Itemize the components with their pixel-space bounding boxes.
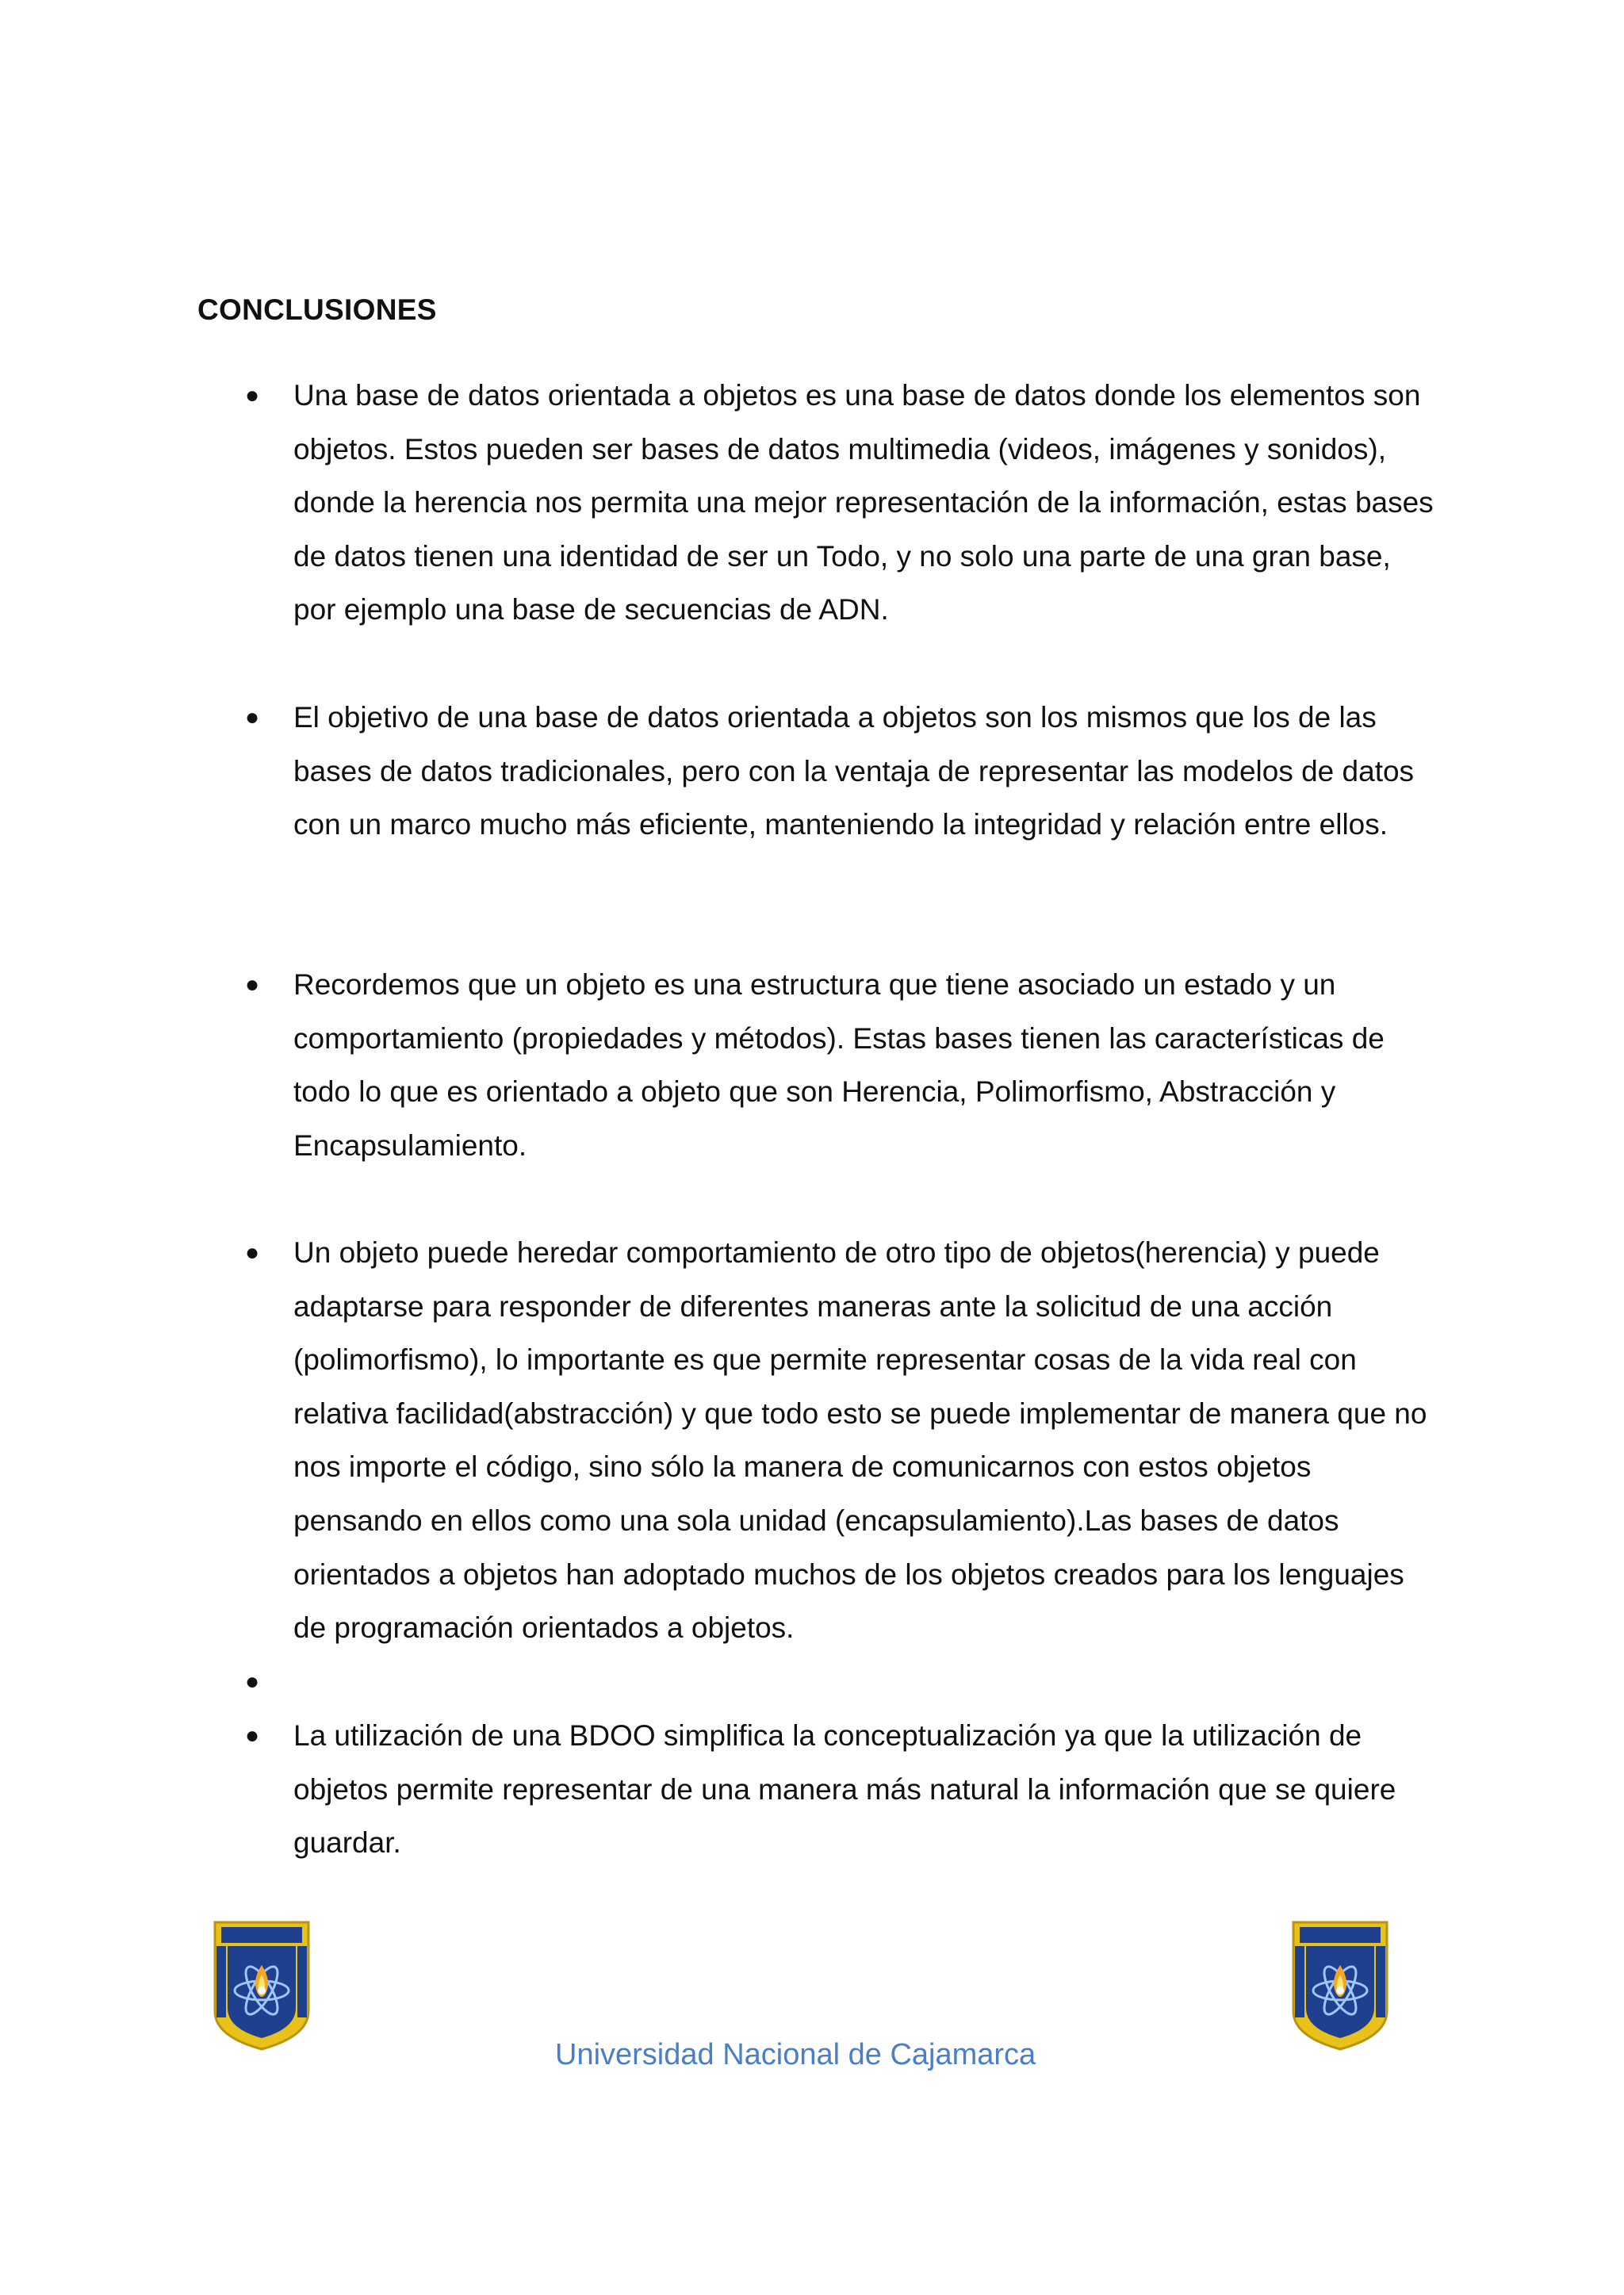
bullet-icon: ● xyxy=(245,1669,260,1695)
list-item xyxy=(245,691,1435,852)
list-item-text: El objetivo de una base de datos orientada a objetos son los mismos que los de las bases de datos tradicionales, pero con la ventaja de representar las modelos de datos con un marco mucho más eficiente, manteniendo la integridad y relación entre ellos. xyxy=(293,701,1415,841)
university-seal-right-icon xyxy=(1289,1918,1392,2052)
list-item xyxy=(245,369,1435,637)
list-item xyxy=(245,1226,1435,1655)
list-item-text: Recordemos que un objeto es una estructura que tiene asociado un estado y un comportamiento (propiedades y métodos). Estas bases tienen las características de todo lo que es orientado a objeto que son Herencia, Polimorfismo, Abstracción y Encapsulamiento. xyxy=(293,968,1385,1162)
university-name: Universidad Nacional de Cajamarca xyxy=(555,2038,1036,2071)
bullet-icon: ● xyxy=(245,971,260,998)
bullet-icon: ● xyxy=(245,704,260,730)
section-heading: CONCLUSIONES xyxy=(197,293,437,326)
list-item-text: Una base de datos orientada a objetos es una base de datos donde los elementos son objetos. Estos pueden ser bases de datos multimedia (videos, imágenes y sonidos), donde la herencia nos permita una mejor representación de la información, estas bases de datos tienen una identidad de ser un Todo, y no solo una parte de una gran base, por ejemplo una base de secuencias de ADN. xyxy=(293,379,1434,626)
list-item xyxy=(245,958,1435,1172)
list-item-text: Un objeto puede heredar comportamiento de otro tipo de objetos(herencia) y puede adaptarse para responder de diferentes maneras ante la solicitud de una acción (polimorfismo), lo importante es que permite representar cosas de la vida real con relativa facilidad(abstracción) y que todo esto se puede implementar de manera que no nos importe el código, sino sólo la manera de comunicarnos con estos objetos pensando en ellos como una sola unidad (encapsulamiento).Las bases de datos orientados a objetos han adoptado muchos de los objetos creados para los lenguajes de programación orientados a objetos. xyxy=(293,1236,1427,1645)
university-seal-left-icon xyxy=(210,1918,313,2052)
list-item-text: La utilización de una BDOO simplifica la conceptualización ya que la utilización de objetos permite representar de una manera más natural la información que se quiere guardar. xyxy=(293,1719,1396,1860)
list-item xyxy=(245,1709,1435,1870)
bullet-icon: ● xyxy=(245,1239,260,1266)
bullet-icon: ● xyxy=(245,1722,260,1749)
bullet-icon: ● xyxy=(245,382,260,408)
